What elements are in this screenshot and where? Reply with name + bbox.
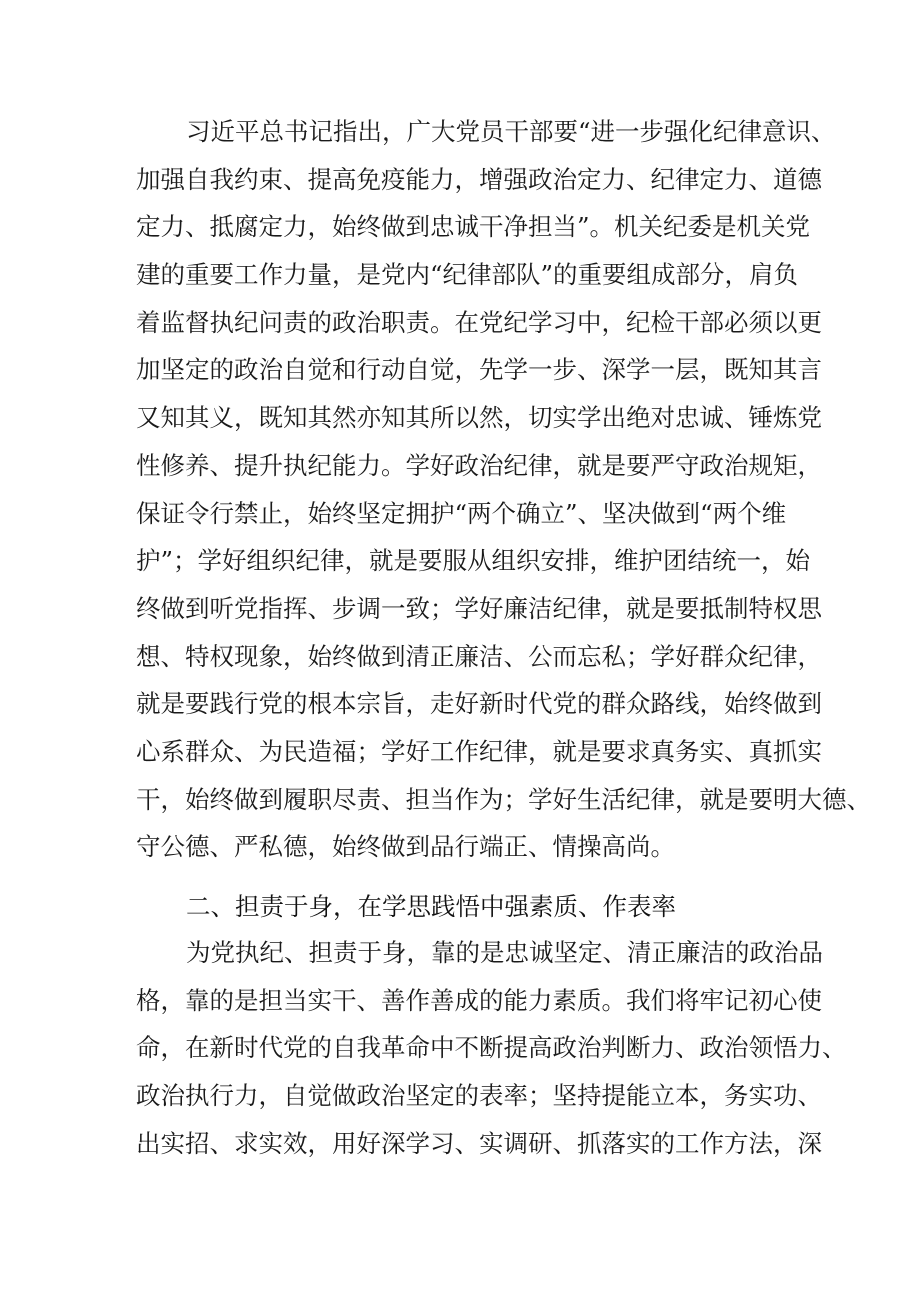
paragraph-line: 命，在新时代党的自我革命中不断提高政治判断力、政治领悟力、 bbox=[136, 1033, 847, 1063]
paragraph-line: 加强自我约束、提高免疫能力，增强政治定力、纪律定力、道德 bbox=[136, 164, 822, 194]
paragraph-1 bbox=[136, 108, 871, 871]
section-heading bbox=[136, 883, 796, 931]
paragraph-line: 守公德、严私德，始终做到品行端正、情操高尚。 bbox=[136, 832, 675, 862]
paragraph-2 bbox=[136, 929, 847, 1167]
paragraph-line: 加坚定的政治自觉和行动自觉，先学一步、深学一层，既知其言 bbox=[136, 355, 822, 385]
paragraph-line: 着监督执纪问责的政治职责。在党纪学习中，纪检干部必须以更 bbox=[136, 307, 822, 337]
paragraph-line: 终做到听党指挥、步调一致；学好廉洁纪律，就是要抵制特权思 bbox=[136, 593, 822, 623]
paragraph-line: 保证令行禁止，始终坚定拥护“两个确立”、坚决做到“两个维 bbox=[136, 498, 787, 528]
paragraph-line: 想、特权现象，始终做到清正廉洁、公而忘私；学好群众纪律， bbox=[136, 641, 822, 671]
paragraph-line: 格，靠的是担当实干、善作善成的能力素质。我们将牢记初心使 bbox=[136, 985, 822, 1015]
section-heading-text: 二、担责于身，在学思践悟中强素质、作表率 bbox=[186, 892, 676, 921]
paragraph-line: 就是要践行党的根本宗旨，走好新时代党的群众路线，始终做到 bbox=[136, 689, 822, 719]
paragraph-line: 习近平总书记指出，广大党员干部要“进一步强化纪律意识、 bbox=[186, 117, 836, 146]
paragraph-line: 心系群众、为民造福；学好工作纪律，就是要求真务实、真抓实 bbox=[136, 736, 822, 766]
paragraph-line: 干，始终做到履职尽责、担当作为；学好生活纪律，就是要明大德、 bbox=[136, 784, 871, 814]
paragraph-line: 性修养、提升执纪能力。学好政治纪律，就是要严守政治规矩， bbox=[136, 450, 822, 480]
paragraph-line: 出实招、求实效，用好深学习、实调研、抓落实的工作方法，深 bbox=[136, 1128, 822, 1158]
paragraph-line: 护”；学好组织纪律，就是要服从组织安排，维护团结统一，始 bbox=[136, 546, 811, 576]
paragraph-line: 又知其义，既知其然亦知其所以然，切实学出绝对忠诚、锤炼党 bbox=[136, 403, 822, 433]
paragraph-line: 建的重要工作力量，是党内“纪律部队”的重要组成部分，肩负 bbox=[136, 260, 799, 290]
paragraph-line: 政治执行力，自觉做政治坚定的表率；坚持提能立本，务实功、 bbox=[136, 1081, 822, 1111]
paragraph-line: 定力、抵腐定力，始终做到忠诚干净担当”。机关纪委是机关党 bbox=[136, 212, 811, 242]
paragraph-line: 为党执纪、担责于身，靠的是忠诚坚定、清正廉洁的政治品 bbox=[186, 938, 823, 967]
